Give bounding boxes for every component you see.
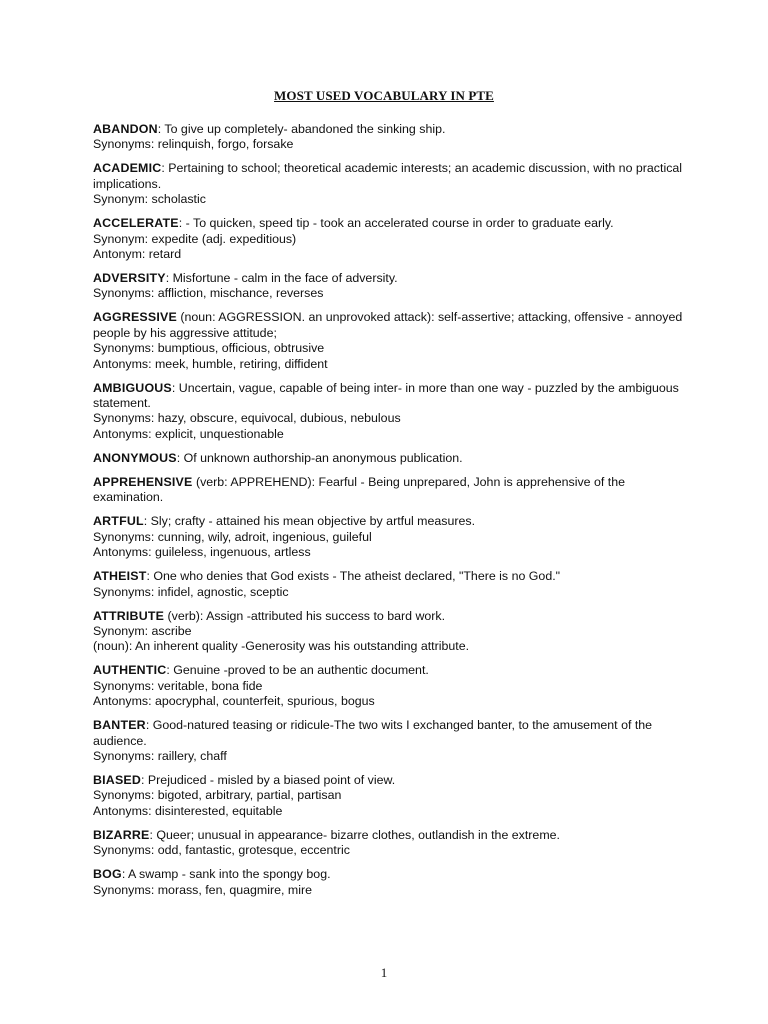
entry-definition: : Prejudiced - misled by a biased point of view.	[141, 772, 396, 787]
entry-detail-line: Synonyms: bumptious, officious, obtrusive	[93, 341, 325, 356]
entry-detail-line: Synonym: expedite (adj. expeditious)	[93, 231, 297, 246]
vocabulary-entry	[93, 514, 683, 560]
vocabulary-entry	[93, 609, 683, 655]
vocabulary-entry	[93, 216, 683, 262]
entry-headword: BIZARRE	[93, 827, 150, 842]
entry-definition: : A swamp - sank into the spongy bog.	[121, 867, 331, 882]
entry-headword: ADVERSITY	[93, 271, 166, 286]
entry-definition: (noun: AGGRESSION. an unprovoked attack): self-assertive; attacking, offensive - annoyed people by his aggressive attitude;	[93, 310, 683, 340]
vocabulary-entry	[93, 828, 683, 859]
entry-definition-line	[93, 718, 683, 749]
entry-definition-line	[93, 663, 683, 678]
entry-detail-line: Synonyms: infidel, agnostic, sceptic	[93, 584, 289, 599]
entry-detail-line: Synonyms: hazy, obscure, equivocal, dubious, nebulous	[93, 411, 401, 426]
entry-headword: APPREHENSIVE	[93, 474, 193, 489]
entry-detail-line: Synonym: ascribe	[93, 623, 192, 638]
entry-detail-line: Synonyms: affliction, mischance, reverses	[93, 286, 324, 301]
entry-headword: BOG	[93, 867, 122, 882]
entry-detail-line: Synonym: scholastic	[93, 192, 206, 207]
entry-detail-line: Antonyms: meek, humble, retiring, diffident	[93, 356, 328, 371]
entry-detail-line: Antonyms: apocryphal, counterfeit, spurious, bogus	[93, 694, 375, 709]
entry-detail-line: (noun): An inherent quality -Generosity was his outstanding attribute.	[93, 639, 470, 654]
vocabulary-entry	[93, 161, 683, 207]
vocabulary-entry	[93, 310, 683, 372]
entry-headword: ANONYMOUS	[93, 450, 177, 465]
entry-detail-line: Antonyms: disinterested, equitable	[93, 803, 283, 818]
entry-definition: (verb: APPREHEND): Fearful - Being unprepared, John is apprehensive of the examination.	[93, 474, 626, 505]
entry-definition-line	[93, 773, 683, 788]
entry-headword: AMBIGUOUS	[93, 380, 172, 395]
entry-definition-line	[93, 381, 683, 412]
entry-headword: ABANDON	[93, 122, 158, 136]
entry-definition-line	[93, 310, 683, 341]
entry-definition-line	[93, 569, 683, 584]
vocabulary-entry	[93, 867, 683, 898]
entry-headword: AUTHENTIC	[93, 663, 167, 678]
vocabulary-entry	[93, 122, 683, 153]
entry-definition: : - To quicken, speed tip - took an accelerated course in order to graduate early.	[178, 216, 614, 231]
entry-definition-line	[93, 475, 683, 506]
entry-detail-line: Synonyms: morass, fen, quagmire, mire	[93, 882, 312, 897]
vocabulary-list	[93, 122, 683, 907]
vocabulary-entry	[93, 381, 683, 443]
entry-definition-line	[93, 122, 683, 137]
entry-definition: : Good-natured teasing or ridicule-The two wits I exchanged banter, to the amusement of the audience.	[93, 718, 653, 748]
entry-detail-line: Antonyms: guileless, ingenuous, artless	[93, 545, 311, 560]
entry-detail-line: Synonyms: veritable, bona fide	[93, 678, 263, 693]
entry-detail-line: Antonyms: explicit, unquestionable	[93, 426, 284, 441]
entry-definition-line	[93, 216, 683, 231]
entry-headword: ARTFUL	[93, 514, 144, 529]
entry-detail-line: Synonyms: bigoted, arbitrary, partial, partisan	[93, 788, 342, 803]
entry-definition-line	[93, 867, 683, 882]
vocabulary-entry	[93, 451, 683, 466]
entry-definition-line	[93, 514, 683, 529]
entry-definition-line	[93, 271, 683, 286]
entry-detail-line: Synonyms: cunning, wily, adroit, ingenious, guileful	[93, 529, 372, 544]
entry-detail-line: Antonym: retard	[93, 247, 182, 262]
entry-definition: : Genuine -proved to be an authentic document.	[166, 663, 429, 678]
entry-headword: BIASED	[93, 772, 142, 787]
entry-headword: ATTRIBUTE	[93, 608, 165, 623]
entry-headword: BANTER	[93, 718, 146, 733]
entry-definition-line	[93, 161, 683, 192]
document-title: MOST USED VOCABULARY IN PTE	[274, 88, 494, 103]
entry-detail-line: Synonyms: raillery, chaff	[93, 748, 227, 763]
entry-definition-line	[93, 828, 683, 843]
entry-definition: : Queer; unusual in appearance- bizarre clothes, outlandish in the extreme.	[149, 827, 560, 842]
vocabulary-entry	[93, 271, 683, 302]
entry-headword: ACCELERATE	[93, 216, 179, 231]
entry-definition: : One who denies that God exists - The atheist declared, "There is no God."	[146, 569, 561, 584]
entry-headword: ACADEMIC	[93, 161, 162, 176]
vocabulary-entry	[93, 569, 683, 600]
entry-definition: (verb): Assign -attributed his success to bard work.	[164, 608, 446, 623]
entry-definition: : Misfortune - calm in the face of adversity.	[165, 271, 398, 286]
vocabulary-entry	[93, 718, 683, 764]
entry-headword: AGGRESSIVE	[93, 310, 177, 325]
vocabulary-entry	[93, 663, 683, 709]
entry-detail-line: Synonyms: odd, fantastic, grotesque, eccentric	[93, 843, 350, 858]
entry-definition: : Pertaining to school; theoretical academic interests; an academic discussion, with no practical implications.	[93, 161, 683, 191]
entry-definition: : To give up completely- abandoned the sinking ship.	[157, 122, 446, 136]
entry-definition: : Sly; crafty - attained his mean objective by artful measures.	[143, 514, 476, 529]
entry-detail-line: Synonyms: relinquish, forgo, forsake	[93, 137, 294, 152]
page-number: 1	[380, 965, 388, 980]
entry-definition: : Uncertain, vague, capable of being inter- in more than one way - puzzled by the ambiguous statement.	[93, 380, 679, 411]
entry-definition-line	[93, 451, 683, 466]
vocabulary-entry	[93, 773, 683, 819]
entry-headword: ATHEIST	[93, 569, 147, 584]
vocabulary-entry	[93, 475, 683, 506]
entry-definition-line	[93, 609, 683, 624]
entry-definition: : Of unknown authorship-an anonymous publication.	[176, 450, 463, 465]
